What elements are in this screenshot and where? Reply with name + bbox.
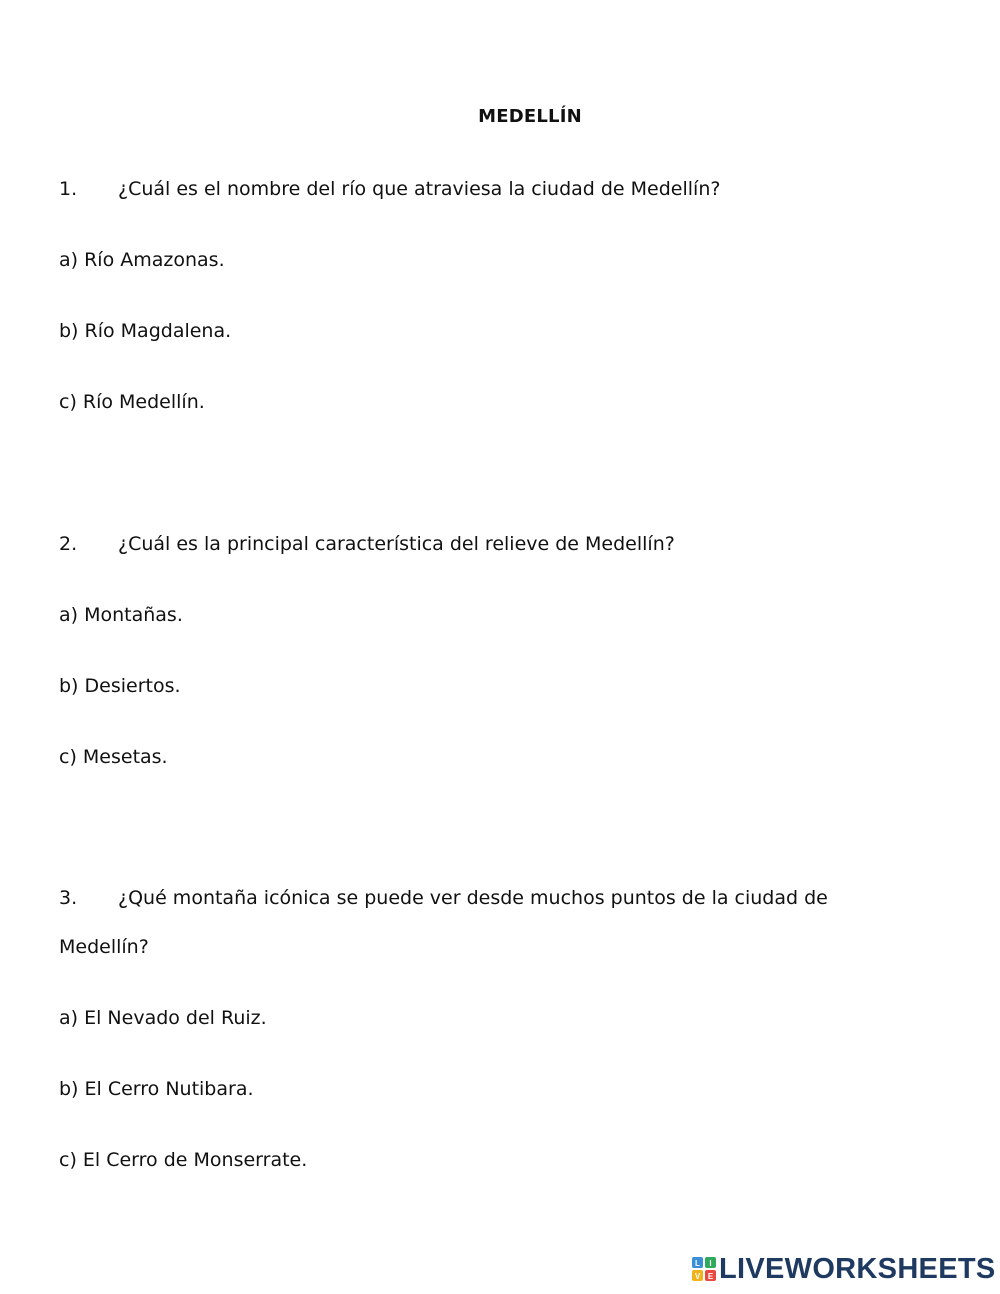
svg-text:E: E bbox=[707, 1272, 714, 1281]
answer-option: a) El Nevado del Ruiz. bbox=[59, 1007, 267, 1029]
answer-option: b) El Cerro Nutibara. bbox=[59, 1078, 254, 1100]
svg-text:V: V bbox=[694, 1272, 701, 1281]
answer-option: c) Río Medellín. bbox=[59, 391, 205, 413]
question-2 bbox=[59, 533, 675, 555]
answer-option: c) Mesetas. bbox=[59, 746, 168, 768]
answer-option: a) Montañas. bbox=[59, 604, 183, 626]
question-text: ¿Qué montaña icónica se puede ver desde muchos puntos de la ciudad de bbox=[118, 887, 828, 909]
answer-option: b) Río Magdalena. bbox=[59, 320, 232, 342]
answer-option: c) El Cerro de Monserrate. bbox=[59, 1149, 308, 1171]
question-3 bbox=[59, 887, 828, 909]
question-text-continued: Medellín? bbox=[59, 936, 149, 958]
liveworksheets-blocks-icon bbox=[692, 1257, 716, 1281]
question-text: ¿Cuál es la principal característica del relieve de Medellín? bbox=[118, 533, 675, 555]
question-number: 2. bbox=[59, 533, 78, 555]
logo-text: LIVEWORKSHEETS bbox=[719, 1253, 996, 1285]
liveworksheets-logo bbox=[692, 1254, 996, 1284]
answer-option: b) Desiertos. bbox=[59, 675, 181, 697]
page-title: MEDELLÍN bbox=[478, 106, 582, 127]
svg-text:L: L bbox=[695, 1259, 700, 1268]
question-1 bbox=[59, 178, 720, 200]
answer-option: a) Río Amazonas. bbox=[59, 249, 225, 271]
question-number: 1. bbox=[59, 178, 78, 200]
svg-text:I: I bbox=[709, 1259, 712, 1268]
question-number: 3. bbox=[59, 887, 78, 909]
question-text: ¿Cuál es el nombre del río que atraviesa la ciudad de Medellín? bbox=[118, 178, 721, 200]
